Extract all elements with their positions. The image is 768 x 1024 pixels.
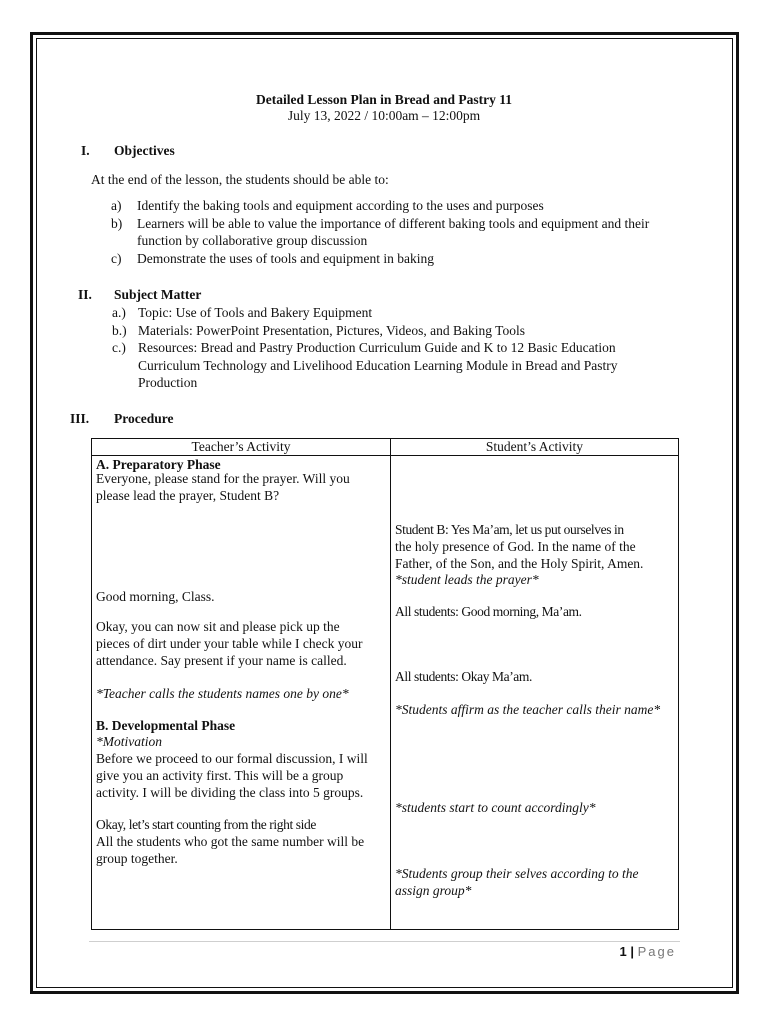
footer-separator: |	[630, 944, 634, 959]
procedure-table	[91, 438, 679, 930]
objectives-list	[111, 197, 681, 267]
subject-matter-item: b.) Materials: PowerPoint Presentation, Pictures, Videos, and Baking Tools	[112, 322, 525, 338]
objectives-intro: At the end of the lesson, the students should be able to:	[91, 172, 389, 187]
page-footer	[620, 944, 677, 959]
teacher-activity-header: Teacher’s Activity	[92, 439, 391, 456]
student-activity-cell: Student B: Yes Ma’am, let us put ourselves in the holy presence of God. In the name of the Father, of the Son, and the Holy Spirit, Amen. *student leads the prayer* All students: Good morning, Ma’am. All students: Okay Ma’am. *Students affirm as the teacher calls their name* *students start to count accordingly* *Students group their selves according to the assign group*	[391, 456, 679, 930]
objective-item: c) Demonstrate the uses of tools and equipment in baking	[111, 250, 434, 266]
section-number: II.	[78, 287, 92, 302]
students-affirm: *Students affirm as the teacher calls their name*	[395, 702, 661, 717]
section-title: Objectives	[114, 143, 175, 158]
counting-instruction: Okay, let’s start counting from the right side	[96, 817, 316, 832]
greeting-text: Good morning, Class.	[96, 589, 215, 604]
students-greeting: All students: Good morning, Ma’am.	[395, 604, 582, 619]
motivation-label: *Motivation	[96, 734, 162, 749]
page-word: Page	[637, 944, 676, 959]
subject-matter-list	[112, 304, 682, 392]
section-title: Procedure	[114, 411, 174, 426]
document-header	[0, 92, 768, 124]
table-row	[92, 456, 679, 930]
objective-item: b) Learners will be able to value the importance of different baking tools and equipment and their function by collaborative group discussion	[111, 215, 650, 248]
preparatory-phase-heading: A. Preparatory Phase	[96, 457, 221, 472]
document-title: Detailed Lesson Plan in Bread and Pastry 11	[256, 92, 512, 107]
footer-divider	[89, 941, 680, 942]
document-date-time: July 13, 2022 / 10:00am – 12:00pm	[287, 108, 481, 123]
section-title: Subject Matter	[114, 287, 202, 302]
objective-item: a) Identify the baking tools and equipment according to the uses and purposes	[111, 198, 544, 213]
table-header-row	[92, 439, 679, 456]
page-number: 1	[619, 944, 627, 959]
students-okay: All students: Okay Ma’am.	[395, 669, 532, 684]
section-number: III.	[70, 411, 90, 426]
teacher-calls-names: *Teacher calls the students names one by one*	[96, 686, 349, 701]
subject-matter-item: c.) Resources: Bread and Pastry Production Curriculum Guide and K to 12 Basic Education Curriculum Technology and Livelihood Education Learning Module in Bread and Pastry Production	[112, 340, 618, 390]
teacher-activity-cell: A. Preparatory Phase Everyone, please stand for the prayer. Will you please lead the prayer, Student B? Good morning, Class. Okay, you can now sit and please pick up the pieces of dirt under your table while I check your attendance. Say present if your name is called. *Teacher calls the students names one by one* B. Developmental Phase *Motivation Before we proceed to our formal discussion, I will give you an activity first. This will be a group activity. I will be dividing the class into 5 groups. Okay, let’s start counting from the right side All the students who got the same number will be group together.	[92, 456, 391, 930]
developmental-phase-heading: B. Developmental Phase	[96, 718, 236, 733]
student-activity-header: Student’s Activity	[391, 439, 679, 456]
subject-matter-item: a.) Topic: Use of Tools and Bakery Equipment	[112, 305, 373, 320]
student-leads-prayer: *student leads the prayer*	[395, 572, 539, 587]
section-number: I.	[81, 143, 90, 158]
students-count: *students start to count accordingly*	[395, 800, 596, 815]
